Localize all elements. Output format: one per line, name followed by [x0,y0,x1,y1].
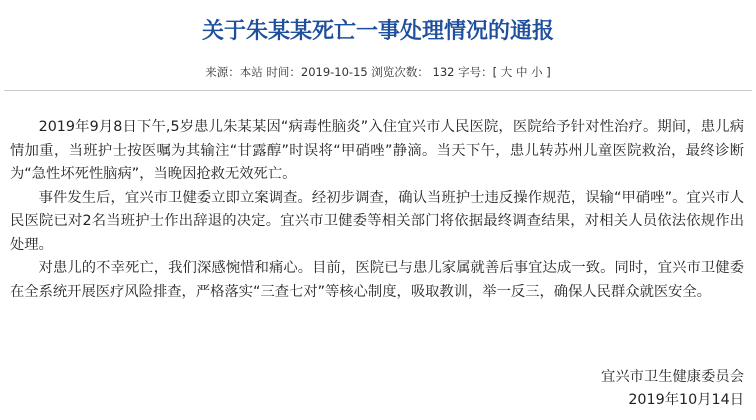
font-size-label: 字号： [458,65,493,79]
font-size-small-link[interactable]: 小 [531,65,543,79]
article-body [10,116,744,304]
article-meta [0,64,756,80]
signature-org: 宜兴市卫生健康委员会 [601,369,744,385]
body-paragraph-3: 对患儿的不幸死亡，我们深感惋惜和痛心。目前，医院已与患儿家属就善后事宜达成一致。同时，宜兴市卫健委在全系统开展医疗风险排查，严格落实“三查七对”等核心制度，吸取教训，举一反三，确保人民群众就医安全。 [10,260,744,300]
font-size-bracket-close: ] [546,65,551,79]
source-value: 本站 [239,65,263,79]
page-title: 关于朱某某死亡一事处理情况的通报 [201,19,554,44]
views-label: 浏览次数： [371,65,429,79]
body-paragraph-2: 事件发生后，宜兴市卫健委立即立案调查。经初步调查，确认当班护士违反操作规范，误输“甲硝唑”。宜兴市人民医院已对2名当班护士作出辞退的决定。宜兴市卫健委等相关部门将依据最终调查结果，对相关人员依法依规作出处理。 [10,189,744,253]
font-size-large-link[interactable]: 大 [500,65,513,79]
views-value: 132 [432,65,455,79]
signature-date: 2019年10月14日 [628,392,744,408]
title-divider [4,90,752,91]
time-value: 2019-10-15 [300,65,368,79]
signature-block [601,366,744,412]
font-size-medium-link[interactable]: 中 [515,65,528,79]
time-label: 时间： [266,65,301,79]
body-paragraph-1: 2019年9月8日下午,5岁患儿朱某某因“病毒性脑炎”入住宜兴市人民医院，医院给予针对性治疗。期间，患儿病情加重，当班护士按医嘱为其输注“甘露醇”时误将“甲硝唑”静滴。当天下午，患儿转苏州儿童医院救治，最终诊断为“急性坏死性脑病”，当晚因抢救无效死亡。 [10,119,744,182]
font-size-bracket-open: [ [492,65,498,79]
source-label: 来源： [205,65,240,79]
